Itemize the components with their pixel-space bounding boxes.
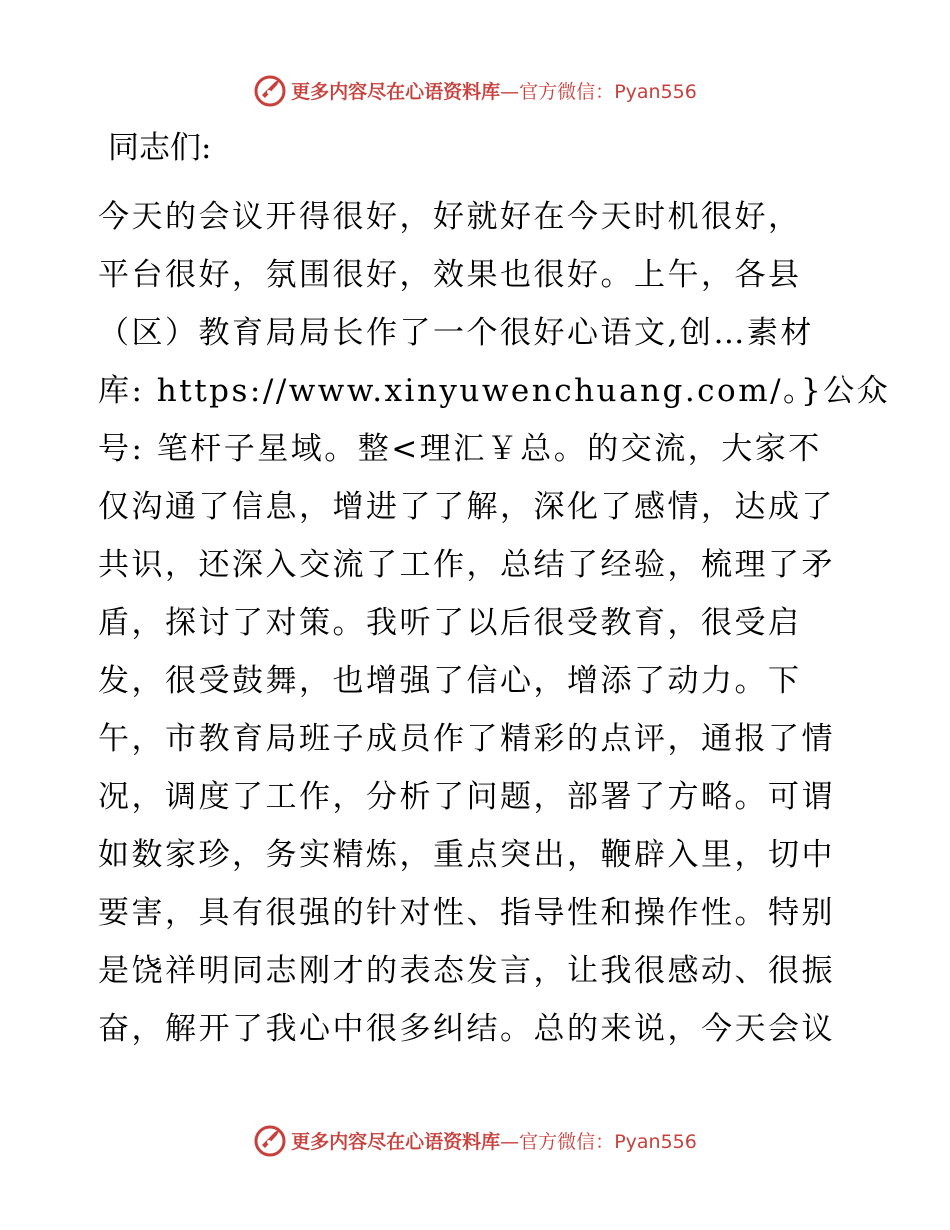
- text-line: 要害，具有很强的针对性、指导性和操作性。特别: [98, 895, 835, 931]
- greeting: 同志们:: [108, 130, 212, 166]
- footer-wechat-label: 官方微信：: [519, 1130, 615, 1153]
- pen-nib-circle-icon: [253, 1123, 287, 1157]
- text-line: 如数家珍，务实精炼，重点突出，鞭辟入里，切中: [98, 837, 835, 873]
- document-body: [98, 188, 891, 1058]
- text-line: 共识，还深入交流了工作，总结了经验，梳理了矛: [98, 547, 835, 583]
- footer-separator: —: [500, 1130, 520, 1153]
- text-line: 盾，探讨了对策。我听了以后很受教育，很受启: [98, 605, 802, 641]
- text-line: 库: https://www.xinyuwenchuang.com/。}公众: [98, 373, 891, 409]
- header-wechat-id: Pyan556: [614, 80, 697, 103]
- header-title: 更多内容尽在心语资料库: [291, 80, 501, 103]
- text-line: 奋，解开了我心中很多纠结。总的来说，今天会议: [98, 1011, 835, 1047]
- footer-banner-text: [291, 1127, 697, 1154]
- pen-nib-circle-icon: [253, 73, 287, 107]
- text-line: 仅沟通了信息，增进了了解，深化了感情，达成了: [98, 489, 835, 525]
- footer-title: 更多内容尽在心语资料库: [291, 1130, 501, 1153]
- header-separator: —: [500, 80, 520, 103]
- header-wechat-label: 官方微信：: [519, 80, 615, 103]
- text-line: 午，市教育局班子成员作了精彩的点评，通报了情: [98, 721, 835, 757]
- footer-banner: [0, 1120, 950, 1160]
- header-banner: [0, 70, 950, 110]
- text-line: 今天的会议开得很好，好就好在今天时机很好，: [98, 199, 802, 235]
- footer-wechat-id: Pyan556: [614, 1130, 697, 1153]
- text-line: 发，很受鼓舞，也增强了信心，增添了动力。下: [98, 663, 802, 699]
- header-banner-text: [291, 77, 697, 104]
- text-line: 平台很好，氛围很好，效果也很好。上午，各县: [98, 257, 802, 293]
- text-line: （区）教育局局长作了一个很好心语文,创…素材: [98, 315, 814, 351]
- text-line: 号: 笔杆子星域。整<理汇￥总。的交流，大家不: [98, 431, 822, 467]
- text-line: 是饶祥明同志刚才的表态发言，让我很感动、很振: [98, 953, 835, 989]
- text-line: 况，调度了工作，分析了问题，部署了方略。可谓: [98, 779, 835, 815]
